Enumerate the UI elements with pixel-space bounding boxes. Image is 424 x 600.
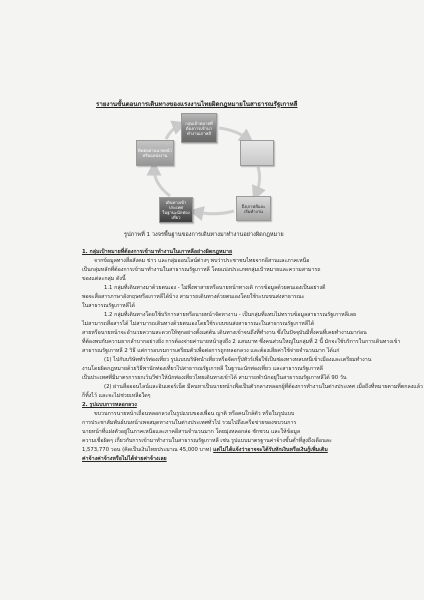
section-2-last-line: ค่าจ้างค่าจ้างหรือไม่ได้จ่ายค่าจ้างเลย [82, 456, 167, 462]
item-1-1-line: ในสาธารณรัฐเกาหลีได้ [82, 303, 135, 309]
diagram-box-target-group: กลุ่มเป้าหมายที่ ต้องการเข้ามา ทำงานเกาหลี [181, 113, 217, 143]
item-1-2-line: ที่ต้องพบกับความยากลำบากอย่างยิ่ง การต้องจ่ายค่านายหน้าสูงถึง 2 แสนบาท ซึ่งคนส่วนใหญ่ในกลุ่มที่ 2 นี้ มักจะใช้บริการในการเดินทางเข้า [82, 339, 401, 345]
section-2-line: ความเชื่อผิดๆ เกี่ยวกับการเข้ามาทำงานในสาธารณรัฐเกาหลี เช่น รูปแบบมาตรฐานค่าจ้างขั้นต่ำที่สูงถึงเดือนละ [82, 438, 332, 444]
diagram-box-enter-country: เดินทางเข้า ประเทศ ในฐานะนักท่องเที่ยว [159, 197, 193, 223]
section-2-line: ขบวนการนายหน้าเถื่อนหลอกลวงในรูปแบบของเพื่อน ญาติ หรือคนใกล้ตัว หรือในรูปแบบ [94, 411, 295, 417]
section-2-emphasis: แต่ไม่ได้แจ้งว่าอาจจะได้รับหักเงินหรือเงินกู้เพิ่มเติม [213, 447, 328, 453]
item-1-2-line: 1.2 กลุ่มที่เดินทางโดยใช้บริการสายหรือนายหน้าจัดหางาน - เป็นกลุ่มที่แทบไม่ทราบข้อมูลสาธารณรัฐเกาหลีเลย [104, 312, 357, 318]
section-1-heading: 1. กลุ่มเป้าหมายที่ต้องการเข้ามาทำงานในเกาหลีอย่างผิดกฎหมาย [82, 249, 233, 255]
item-1-2-line: สายหรือนายหน้าจะอำนวยความสะดวกให้ทุกอย่างตั้งแต่ต้น เดินทางเข้าจนถึงที่ทำงาน ซึ่งในปัจจุบันมีทั้งคนที่เคยทำงานมาก่อน [82, 330, 367, 336]
diagram-box-step-2 [240, 140, 274, 166]
section-2-line: นายหน้าที่แฝงตัวอยู่ในภาคเหนือและภาคอีสานจำนวนมาก โดยมุ่งหลอกล่อ ชักชวน และให้ข้อมูล [82, 429, 301, 435]
sub-item-line: (2) ผ่านสื่อออนไลน์และอินเตอร์เน็ต มีคนหาเป็นนายหน้าเพื่อเป็นตัวกลางหลอกผู้ที่ต้องการทำงานในต่างประเทศ เมื่อถึงที่หมายตามที่ตกลงแล้ว [104, 384, 423, 390]
item-1-1-line: 1.1 กลุ่มที่เดินทางมาด้วยตนเอง - ไม่พึ่งพาสายหรือนายหน้าทางเดิ การข้อมูลด้วยตนเองเป็นอย่างดี [104, 285, 326, 291]
item-1-1-line: พอจะสื่อสารภาษาอังกฤษหรือเกาหลีได้บ้าง สามารถเดินทางด้วยตนเองโดยใช้ระบบขนส่งสาธารณะ [82, 294, 305, 300]
body-text [82, 248, 423, 464]
sub-item-line: งานโดยผิดกฎหมายด้วยวิธีพานักท่องเที่ยวไปสาธารณรัฐเกาหลี ในฐานะนักท่องเที่ยว และสาธารณรัฐเกาหลี [82, 366, 323, 372]
sub-item-line: ก็ทิ้งไว้ และจะไม่ช่วยเหลือใดๆ [82, 393, 151, 399]
section-2-heading: 2. รูปแบบการหลอกลวง [82, 402, 137, 408]
section-2-line: การประชาสัมพันธ์บนหน้าเพจสมุดหางานในต่างประเทศทั่วไป รวมไปถึงเครือข่ายของขบวนการ [82, 420, 297, 426]
figure-caption: รูปภาพที่ 1 วงจรพื้นฐานของการเดินทางมาทำงานอย่างผิดกฎหมาย [124, 232, 284, 238]
item-1-2-line: สาธารณรัฐเกาหลี 2 วิธี แต่การอบรมการเตรียมตัวเพื่อต่อการถูกหลอกลวง และต้องเสียค่าใช้จ่ายจำนวนมาก ได้แก่ [82, 348, 340, 354]
diagram-box-arrive-work: ถึงเกาหลีและ เริ่มทำงาน [236, 196, 271, 221]
item-1-2-line: ไม่สามารถสื่อสารได้ ไม่สามารถเดินทางด้วยตนเองโดยใช้ระบบขนส่งสาธารณะในสาธารณรัฐเกาหลีได้ [82, 321, 315, 327]
sub-item-line: (1) ไปกับบริษัททัวร์ท่องเที่ยว รูปแบบบริษัทนำเที่ยวหรือจัดกรุ๊ปทัวร์เพื่อใช้เป็นช่องทางหลบหนีเข้าเมืองและเตรียมทำงาน [104, 357, 372, 363]
section-1-line: จากข้อมูลทางสื่อสังคม ข่าว และกลุ่มออนไลน์ต่างๆ พบว่าประชาชนไทยจากอีสานและภาคเหนือ [94, 258, 310, 264]
sub-item-line: เป็นประเทศที่มีมาตรการยกเว้นวีซ่าให้นักท่องเที่ยวไทยเดินทางเข้าได้ สามารถพำนักอยู่ในสาธารณรัฐเกาหลีได้ 90 วัน [82, 375, 347, 381]
section-1-line: เป็นกลุ่มหลักที่ต้องการเข้ามาทำงานในสาธารณรัฐเกาหลี โดยแบ่งประเภทกลุ่มเป้าหมายและความสามารถ [82, 267, 321, 273]
document-title: รายงานขั้นตอนการเดินทางของแรงงานไทยผิดกฎหมายในสาธารณรัฐเกาหลี [96, 101, 298, 108]
section-1-line: ของแต่ละกลุ่ม ดังนี้ [82, 276, 126, 282]
diagram-box-contact-broker: ติดต่อผ่านนายหน้า หรือแหล่งงาน [136, 140, 174, 166]
section-2-line: 1,573,770 วอน (คิดเป็นเงินไทยประมาณ 45,000 บาท) แต่ไม่ได้แจ้งว่าอาจจะได้รับหักเงินหรือเงินกู้เพิ่มเติม [82, 447, 328, 453]
